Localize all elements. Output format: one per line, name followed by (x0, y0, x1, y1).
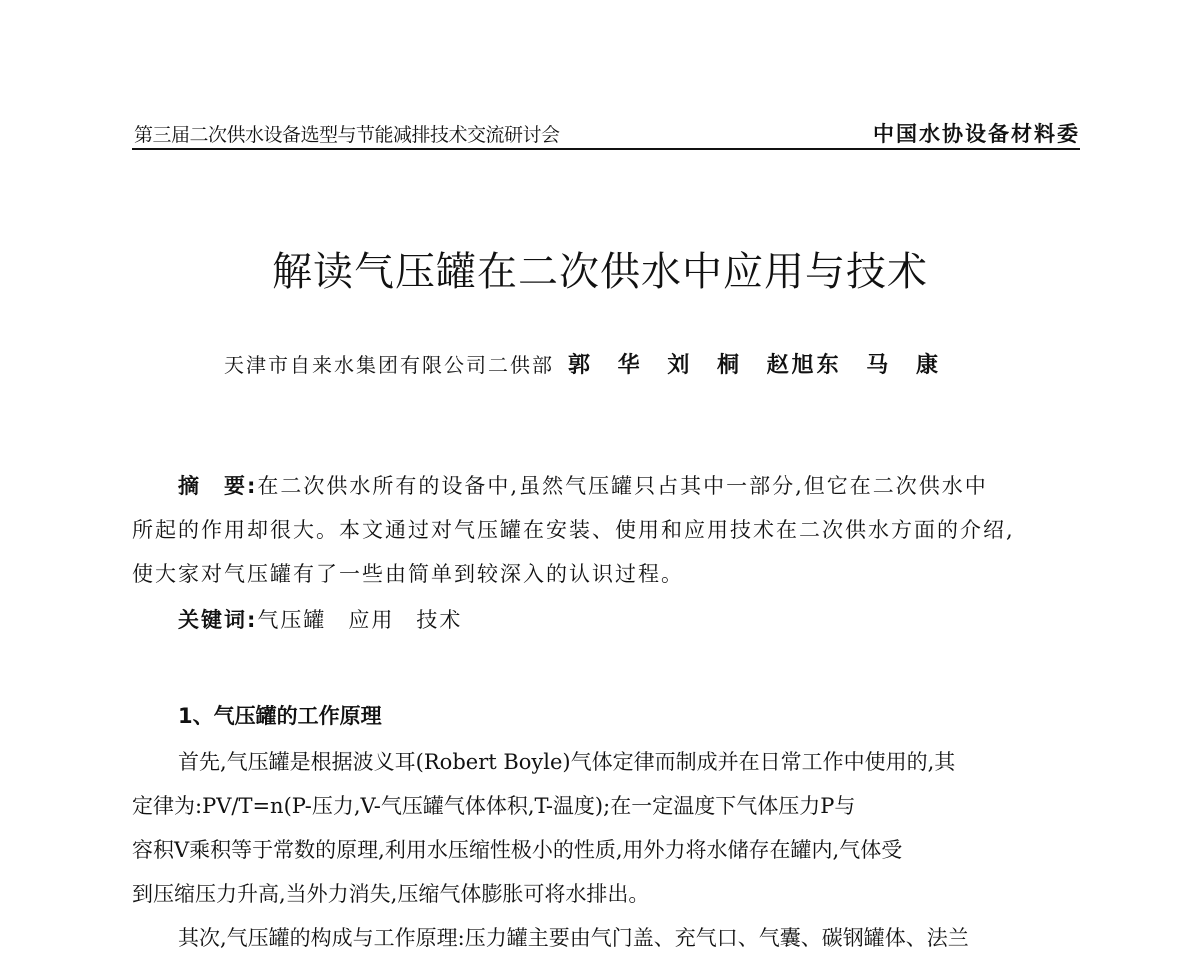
abstract (132, 466, 1080, 598)
paragraph (132, 742, 1080, 918)
abstract-line: 所起的作用却很大。本文通过对气压罐在安装、使用和应用技术在二次供水方面的介绍, (132, 518, 1015, 542)
paper-title: 解读气压罐在二次供水中应用与技术 (272, 249, 928, 295)
abstract-text: 在二次供水所有的设备中,虽然气压罐只占其中一部分,但它在二次供水中 (257, 474, 988, 498)
running-header (132, 116, 1080, 150)
keyword: 应用 (348, 608, 395, 632)
abstract-label: 摘 要: (178, 474, 258, 498)
paragraph-text: 首先,气压罐是根据波义耳(Robert Boyle)气体定律而制成并在日常工作中使用的,其 (178, 750, 956, 774)
paragraph-line: 容积V乘积等于常数的原理,利用水压缩性极小的性质,用外力将水储存在罐内,气体受 (132, 838, 903, 862)
author-line (224, 348, 941, 379)
conference-title: 第三届二次供水设备选型与节能减排技术交流研讨会 (134, 124, 560, 146)
author-names: 郭 华 刘 桐 赵旭东 马 康 (568, 353, 941, 378)
keywords (178, 604, 484, 634)
abstract-line (132, 466, 1080, 510)
abstract-line: 使大家对气压罐有了一些由简单到较深入的认识过程。 (132, 562, 684, 586)
paragraph-text: 其次,气压罐的构成与工作原理:压力罐主要由气门盖、充气口、气囊、碳钢罐体、法兰 (178, 926, 969, 950)
affiliation: 天津市自来水集团有限公司二供部 (224, 353, 554, 377)
paragraph-line: 到压缩压力升高,当外力消失,压缩气体膨胀可将水排出。 (132, 882, 650, 906)
keyword: 技术 (416, 608, 463, 632)
keyword: 气压罐 (257, 608, 327, 632)
paragraph-line: 定律为:PV/T=n(P-压力,V-气压罐气体体积,T-温度);在一定温度下气体压力P与 (132, 794, 856, 818)
keywords-label: 关键词: (178, 608, 258, 632)
section-heading: 1、气压罐的工作原理 (178, 704, 382, 728)
committee-name: 中国水协设备材料委 (873, 122, 1080, 146)
paragraph-line (132, 742, 1080, 786)
paragraph (132, 918, 1080, 962)
paragraph-line (132, 918, 1080, 962)
